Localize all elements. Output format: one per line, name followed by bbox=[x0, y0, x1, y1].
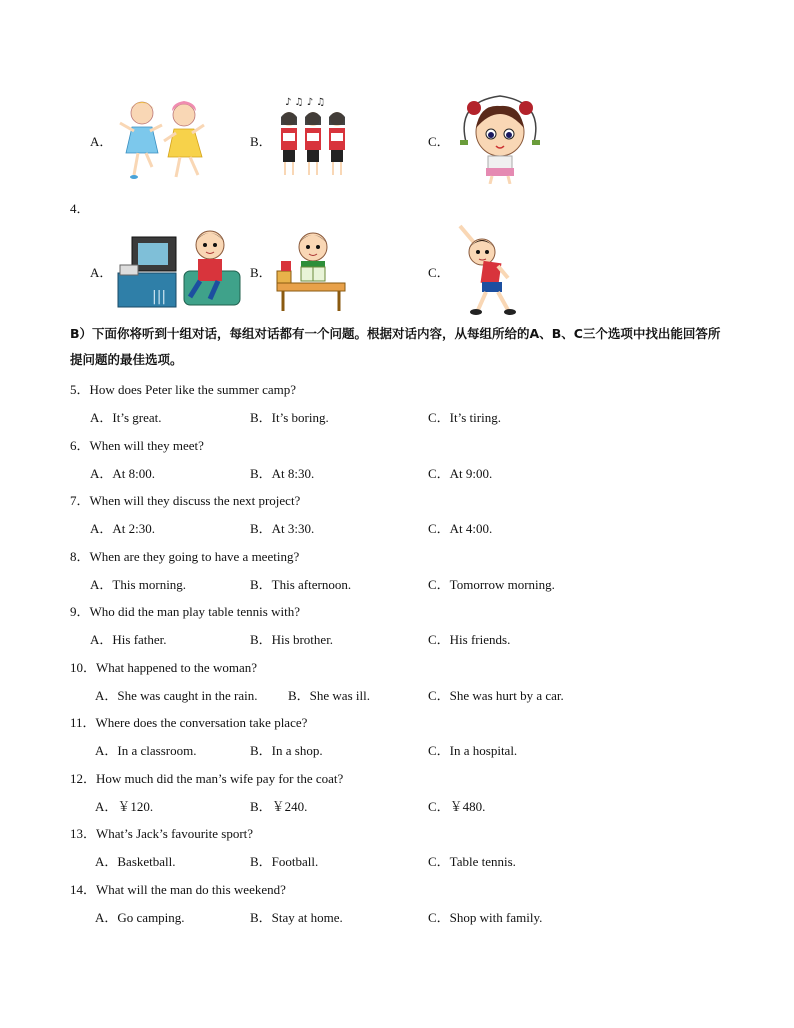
option-b: B．His brother. bbox=[250, 632, 334, 647]
option-a: A．At 2:30. bbox=[90, 521, 156, 536]
option-c: C．At 9:00. bbox=[428, 466, 493, 481]
option-a: A．￥120. bbox=[95, 799, 154, 814]
option-label-a: A． bbox=[90, 265, 113, 280]
option-a: A．In a classroom. bbox=[95, 743, 197, 758]
question-stem: 5．How does Peter like the summer camp? bbox=[70, 382, 296, 397]
question-stem: 12．How much did the man’s wife pay for the coat? bbox=[70, 771, 344, 786]
option-a: A．His father. bbox=[90, 632, 167, 647]
boy-reading-icon bbox=[275, 225, 347, 313]
section-b-instruction: B）下面你将听到十组对话，每组对话都有一个问题。根据对话内容，从每组所给的A、B、C三个选项中找出能回答所提问题的最佳选项。 bbox=[70, 326, 721, 367]
option-c: C．She was hurt by a car. bbox=[428, 688, 564, 703]
option-label-c: C． bbox=[428, 265, 450, 280]
option-c: C．Shop with family. bbox=[428, 910, 543, 925]
option-a: A．At 8:00. bbox=[90, 466, 156, 481]
question-stem: 7．When will they discuss the next project? bbox=[70, 493, 301, 508]
option-b: B．She was ill. bbox=[288, 688, 370, 703]
option-c: C．It’s tiring. bbox=[428, 410, 501, 425]
question-stem: 10．What happened to the woman? bbox=[70, 660, 257, 675]
option-b: B．It’s boring. bbox=[250, 410, 329, 425]
boy-exercising-icon bbox=[452, 222, 530, 316]
svg-text:|||: ||| bbox=[152, 289, 167, 305]
option-b: B．Football. bbox=[250, 854, 319, 869]
option-label-c: C． bbox=[428, 134, 450, 149]
option-label-b: B． bbox=[250, 134, 272, 149]
singing-girls-icon bbox=[275, 95, 355, 181]
question-stem: 13．What’s Jack’s favourite sport? bbox=[70, 826, 254, 841]
option-b: B．This afternoon. bbox=[250, 577, 352, 592]
dancing-girls-icon bbox=[112, 95, 212, 183]
option-b: B．Stay at home. bbox=[250, 910, 343, 925]
boy-watching-tv-icon bbox=[114, 225, 244, 309]
option-b: B．At 3:30. bbox=[250, 521, 315, 536]
question-number-4: 4． bbox=[70, 201, 90, 216]
option-label-a: A． bbox=[90, 134, 113, 149]
option-c: C．His friends. bbox=[428, 632, 511, 647]
option-a: A．She was caught in the rain. bbox=[95, 688, 258, 703]
jumping-rope-girl-icon bbox=[452, 92, 548, 184]
question-stem: 14．What will the man do this weekend? bbox=[70, 882, 286, 897]
option-b: B．At 8:30. bbox=[250, 466, 315, 481]
option-c: C．At 4:00. bbox=[428, 521, 493, 536]
option-c: C．Tomorrow morning. bbox=[428, 577, 555, 592]
option-b: B．In a shop. bbox=[250, 743, 323, 758]
svg-text:♪ ♫ ♪ ♫: ♪ ♫ ♪ ♫ bbox=[285, 97, 326, 108]
option-label-b: B． bbox=[250, 265, 272, 280]
question-stem: 11．Where does the conversation take place? bbox=[70, 715, 308, 730]
option-a: A．It’s great. bbox=[90, 410, 162, 425]
option-c: C．Table tennis. bbox=[428, 854, 516, 869]
option-a: A．Basketball. bbox=[95, 854, 176, 869]
option-b: B．￥240. bbox=[250, 799, 308, 814]
option-c: C．In a hospital. bbox=[428, 743, 518, 758]
option-c: C．￥480. bbox=[428, 799, 486, 814]
option-a: A．This morning. bbox=[90, 577, 187, 592]
question-stem: 9．Who did the man play table tennis with? bbox=[70, 604, 300, 619]
question-stem: 8．When are they going to have a meeting? bbox=[70, 549, 300, 564]
question-stem: 6．When will they meet? bbox=[70, 438, 204, 453]
option-a: A．Go camping. bbox=[95, 910, 185, 925]
